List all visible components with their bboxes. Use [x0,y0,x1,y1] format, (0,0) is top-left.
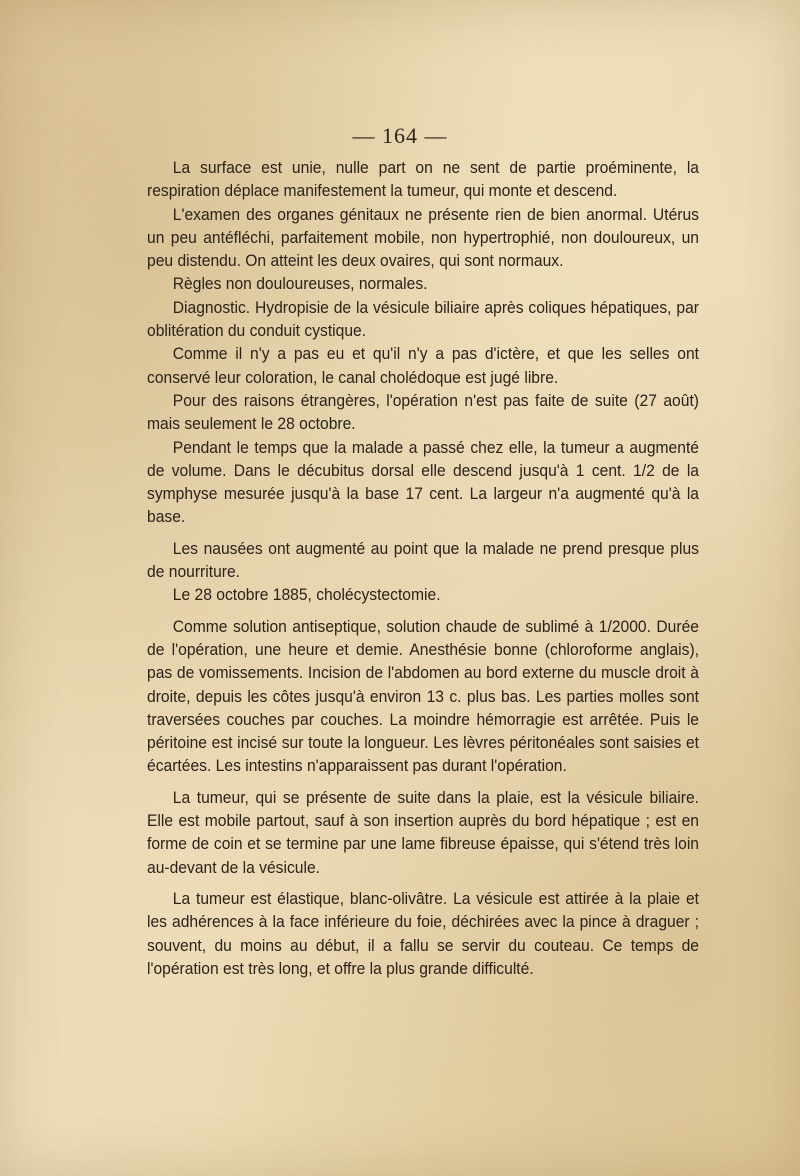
paragraph: Comme il n'y a pas eu et qu'il n'y a pas d'ictère, et que les selles ont conservé leur coloration, le canal cholédoque est jugé libre. [147,344,699,387]
paragraph: Diagnostic. Hydropisie de la vésicule biliaire après coliques hépatiques, par oblitération du conduit cystique. [147,297,699,341]
paragraph: L'examen des organes génitaux ne présente rien de bien anormal. Utérus un peu antéfléchi, parfaitement mobile, non hypertrophié, non douloureux, un peu distendu. On atteint les deux ovaires, qui sont normaux. [147,204,699,271]
paragraph: Pour des raisons étrangères, l'opération n'est pas faite de suite (27 août) mais seulement le 28 octobre. [147,390,699,434]
paragraph: La tumeur, qui se présente de suite dans la plaie, est la vésicule biliaire. Elle est mobile partout, sauf à son insertion auprès du bord hépatique ; est en forme de coin et se termine par une lame fibreuse épaisse, qui s'étend très loin au-devant de la vésicule. [147,787,699,877]
paragraph: Règles non douloureuses, normales. [172,274,428,294]
paragraph: Comme solution antiseptique, solution chaude de sublimé à 1/2000. Durée de l'opération, une heure et demie. Anesthésie bonne (chloroforme anglais), pas de vomissements. Incision de l'abdomen au bord externe du muscle droit à droite, depuis les côtes jusqu'à environ 13 c. plus bas. Les parties molles sont traversées couches par couches. La moindre hémorragie est arrêtée. Puis le péritoine est incisé sur toute la longueur. Les lèvres péritonéales sont saisies et écartées. Les intestins n'apparaissent pas durant l'opération. [147,616,699,776]
paragraph: Le 28 octobre 1885, cholécystectomie. [172,585,441,605]
paragraph: La surface est unie, nulle part on ne sent de partie proéminente, la respiration déplace manifestement la tumeur, qui monte et descend. [147,158,699,201]
paragraph: La tumeur est élastique, blanc-olivâtre. La vésicule est attirée à la plaie et les adhérences à la face inférieure du foie, déchirées avec la pince à draguer ; souvent, du moins au début, il a fallu se servir du couteau. Ce temps de l'opération est très long, et offre la plus grande difficulté. [147,888,699,978]
page-number: — 164 — [352,123,448,148]
paragraph: Pendant le temps que la malade a passé chez elle, la tumeur a augmenté de volume. Dans le décubitus dorsal elle descend jusqu'à 1 cent. 1/2 de la symphyse mesurée jusqu'à la base 17 cent. La largeur n'a augmenté qu'à la base. [147,437,699,527]
page-body [147,156,699,980]
paragraph: Les nausées ont augmenté au point que la malade ne prend presque plus de nourriture. [147,538,699,582]
